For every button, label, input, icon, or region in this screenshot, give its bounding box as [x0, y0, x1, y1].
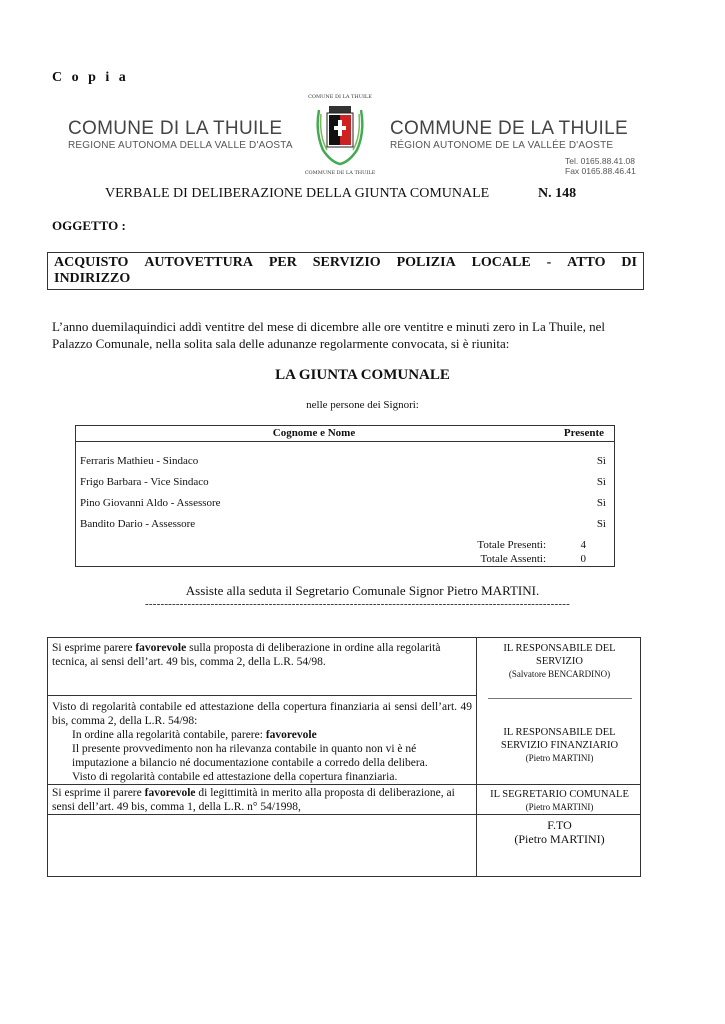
parere-text: In ordine alla regolarità contabile, parere: — [72, 729, 266, 741]
totale-assenti-value: 0 — [580, 553, 586, 565]
table-row — [80, 518, 606, 530]
parere-bold: favorevole — [265, 729, 317, 741]
parere-tecnico-text — [52, 641, 472, 669]
member-present: Sì — [596, 455, 606, 467]
parere-text: Si esprime parere — [52, 642, 136, 654]
intro-paragraph: L’anno duemilaquindici addì ventitre del mese di dicembre alle ore ventitre e minuti zero in La Thuile, nel Palazzo Comunale, nella solita sala delle adunanze regolarmente convocata, si è riunita: — [52, 319, 606, 351]
parere-text: Si esprime il parere — [52, 787, 145, 799]
member-name: Ferraris Mathieu - Sindaco — [80, 455, 199, 467]
signature-segretario — [477, 788, 642, 814]
totale-assenti-label: Totale Assenti: — [480, 553, 546, 565]
header-right-title: COMMUNE DE LA THUILE — [390, 118, 628, 139]
parere-legittimita-text — [52, 786, 472, 814]
parere-bold: favorevole — [144, 787, 196, 799]
subject-word: ATTO — [567, 255, 606, 270]
member-name: Pino Giovanni Aldo - Assessore — [80, 497, 221, 509]
row-divider — [48, 695, 476, 696]
subject-line-2: INDIRIZZO — [54, 271, 131, 286]
signature-title: IL RESPONSABILE DEL — [503, 643, 616, 654]
comune-crest-logo — [305, 92, 375, 176]
parere-bold: favorevole — [135, 642, 187, 654]
members-table — [75, 425, 615, 567]
fto-label: F.TO — [547, 818, 572, 832]
subject-word: PER — [268, 255, 297, 270]
signature-name: (Pietro MARTINI) — [525, 802, 594, 812]
verbale-number: N. 148 — [538, 186, 577, 201]
header-right-subtitle: RÉGION AUTONOME DE LA VALLÉE D'AOSTE — [390, 140, 614, 151]
member-name: Frigo Barbara - Vice Sindaco — [80, 476, 209, 488]
signature-title: SERVIZIO FINANZIARIO — [500, 740, 619, 751]
crest-bottom-text: COMMUNE DE LA THUILE — [305, 170, 375, 176]
header-left-subtitle: REGIONE AUTONOMA DELLA VALLE D'AOSTA — [68, 140, 293, 151]
member-present: Sì — [596, 476, 606, 488]
fto-signature — [477, 818, 642, 846]
subject-word: AUTOVETTURA — [144, 255, 253, 270]
copia-label: C o p i a — [52, 70, 129, 85]
header-fax: Fax 0165.88.46.41 — [565, 166, 636, 176]
subject-line-1 — [54, 255, 637, 271]
subject-word: LOCALE — [471, 255, 531, 270]
parere-text: sulla proposta di deliberazione in ordine alla regolarità tecnica, ai sensi dell’art. 49 bis, comma 2, della L.R. 54/98. — [52, 642, 441, 668]
member-present: Sì — [596, 518, 606, 530]
subject-box — [47, 252, 644, 290]
signature-name: (Pietro MARTINI) — [525, 753, 594, 763]
parere-text: Visto di regolarità contabile ed attestazione della copertura finanziaria. — [72, 771, 398, 783]
member-name: Bandito Dario - Assessore — [80, 518, 196, 530]
signature-title: SERVIZIO — [536, 656, 583, 667]
totale-presenti-value: 4 — [580, 539, 586, 551]
signature-line — [488, 698, 632, 699]
row-divider — [48, 784, 640, 785]
totale-presenti-label: Totale Presenti: — [477, 539, 546, 551]
totale-assenti — [480, 553, 586, 565]
table-row — [80, 476, 606, 488]
table-row — [80, 497, 606, 509]
signature-responsabile-finanziario — [477, 726, 642, 765]
signature-title: IL RESPONSABILE DEL — [503, 727, 616, 738]
opinions-table — [47, 637, 641, 877]
member-present: Sì — [596, 497, 606, 509]
subject-word: POLIZIA — [396, 255, 456, 270]
verbale-title: VERBALE DI DELIBERAZIONE DELLA GIUNTA COMUNALE — [105, 186, 490, 201]
col-present-header: Presente — [563, 427, 604, 439]
fto-name: (Pietro MARTINI) — [514, 832, 605, 846]
header-left-title: COMUNE DI LA THUILE — [68, 118, 283, 139]
signature-title: IL SEGRETARIO COMUNALE — [490, 789, 629, 800]
signature-responsabile-servizio — [477, 642, 642, 681]
nelle-persone-label: nelle persone dei Signori: — [306, 399, 419, 411]
oggetto-label: OGGETTO : — [52, 218, 126, 233]
members-table-header — [76, 426, 614, 442]
parere-contabile-text — [52, 700, 472, 784]
parere-text: Visto di regolarità contabile ed attestazione della copertura finanziaria ai sensi dell’art. 49 bis, comma 2, della L.R. 54/98: — [52, 701, 472, 727]
giunta-title: LA GIUNTA COMUNALE — [275, 367, 450, 383]
table-row — [80, 455, 606, 467]
totale-presenti — [477, 539, 586, 551]
assiste-line: Assiste alla seduta il Segretario Comunale Signor Pietro MARTINI. — [185, 583, 540, 598]
col-name-header: Cognome e Nome — [272, 427, 356, 439]
separator-dashes: -------------------------------------------------------------------------------------------------------------- — [145, 598, 570, 610]
parere-line — [52, 728, 472, 742]
header-contact — [565, 156, 636, 176]
subject-word: ACQUISTO — [54, 255, 129, 270]
subject-word: SERVIZIO — [312, 255, 381, 270]
parere-text: Il presente provvedimento non ha rilevanza contabile in quanto non vi è né imputazione a bilancio né documentazione contabile a corredo della delibera. — [72, 743, 428, 769]
parere-text: di legittimità in merito alla proposta di deliberazione, ai sensi dell’art. 49 bis, comma 1, della L.R. n° 54/1998, — [52, 787, 455, 813]
signature-name: (Salvatore BENCARDINO) — [508, 669, 611, 679]
row-divider — [48, 814, 640, 815]
subject-word: - — [546, 255, 552, 270]
crest-top-text: COMUNE DI LA THUILE — [308, 94, 372, 100]
header-tel: Tel. 0165.88.41.08 — [565, 156, 635, 166]
subject-word: DI — [621, 255, 637, 270]
